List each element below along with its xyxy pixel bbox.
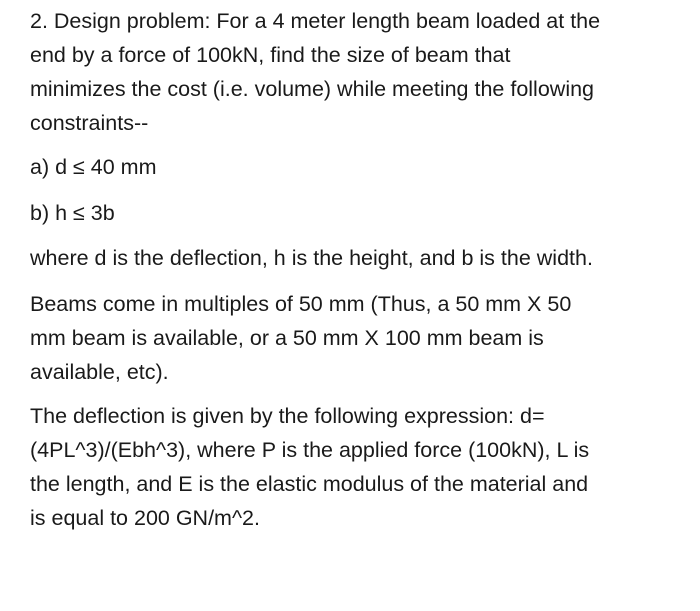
variable-definitions: where d is the deflection, h is the height, and b is the width. bbox=[30, 246, 593, 270]
problem-text bbox=[30, 4, 680, 535]
deflection-expression: The deflection is given by the following expression: d= (4PL^3)/(Ebh^3), where P is the applied force (100kN), L is the length, and E is the elastic modulus of the material and is equal to 200 GN/m^2. bbox=[30, 404, 590, 530]
beam-sizes-note: Beams come in multiples of 50 mm (Thus, a 50 mm X 50 mm beam is available, or a 50 mm X 100 mm beam is available, etc). bbox=[30, 292, 572, 384]
constraint-b: b) h ≤ 3b bbox=[30, 201, 115, 225]
problem-statement: 2. Design problem: For a 4 meter length beam loaded at the end by a force of 100kN, find the size of beam that minimizes the cost (i.e. volume) while meeting the following constraints-- bbox=[30, 9, 601, 135]
constraint-a: a) d ≤ 40 mm bbox=[30, 155, 157, 179]
